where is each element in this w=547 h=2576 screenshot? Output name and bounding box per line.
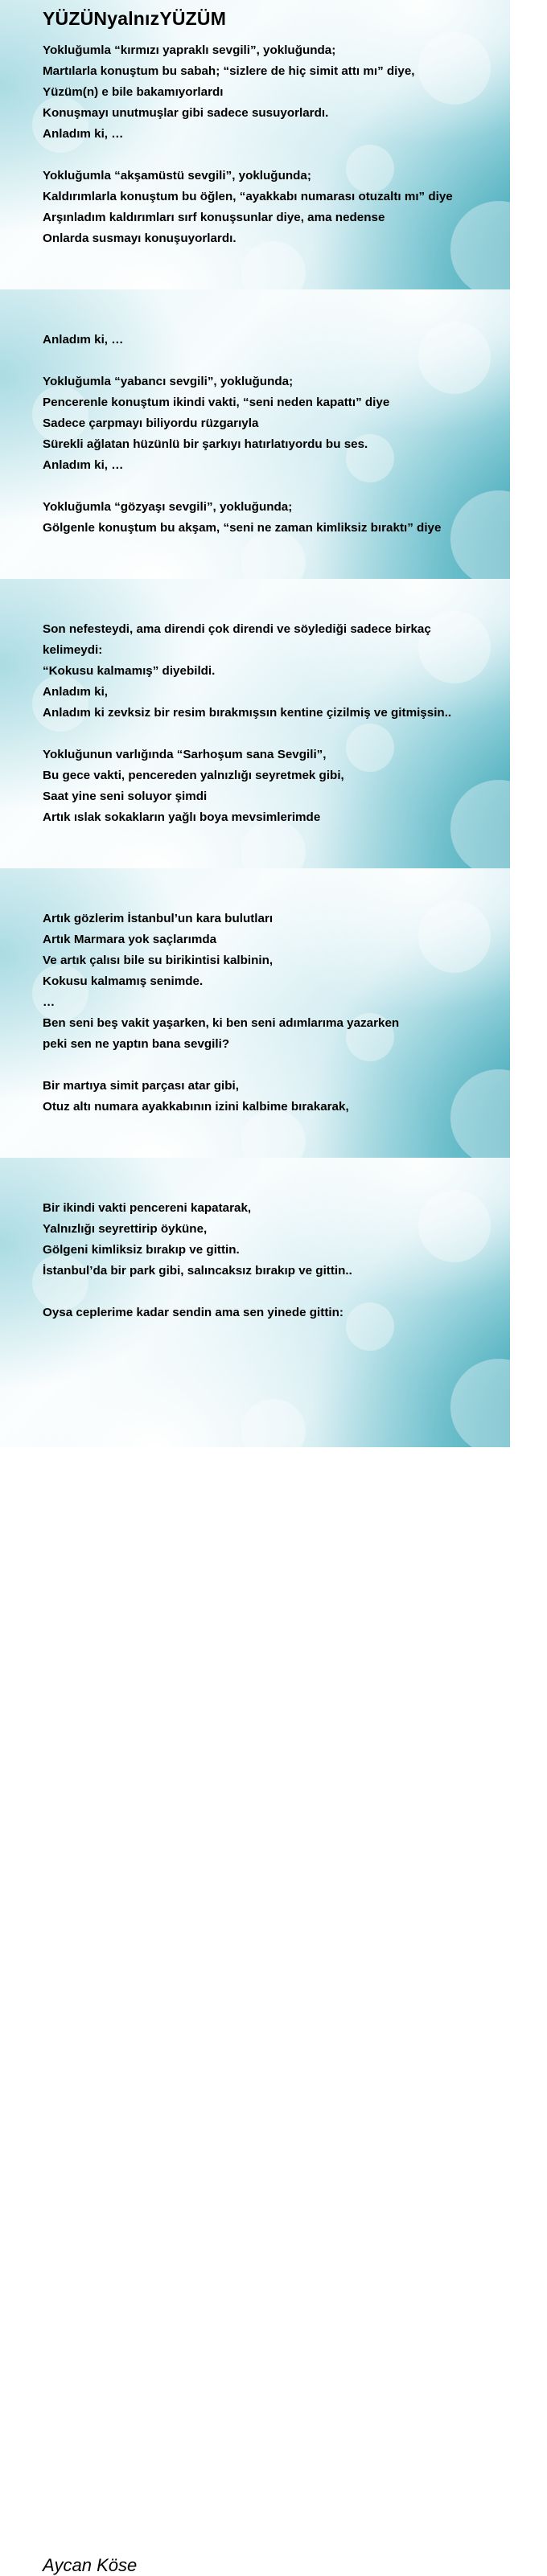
poem-stanza <box>43 909 493 1118</box>
poem-line: Anladım ki, … <box>43 458 124 472</box>
poem-line: Sadece çarpmayı biliyordu rüzgarıyla <box>43 416 259 430</box>
poem-line: Anladım ki, <box>43 685 109 699</box>
poem-stanza <box>43 1198 493 1323</box>
poem-line: Yüzüm(n) e bile bakamıyorlardı <box>43 85 224 99</box>
stanza-gap <box>43 351 493 371</box>
poem-line: Artık ıslak sokakların yağlı boya mevsimlerimde <box>43 810 321 824</box>
poem-line: Anladım ki, … <box>43 127 124 141</box>
poem-line: … <box>43 995 56 1009</box>
poem-line: Bu gece vakti, pencereden yalnızlığı seyretmek gibi, <box>43 769 344 782</box>
poem-line: Yokluğumla “yabancı sevgili”, yokluğunda; <box>43 375 294 388</box>
poem-line: Yokluğumla “akşamüstü sevgili”, yokluğunda; <box>43 169 311 183</box>
poem-line: İstanbul’da bir park gibi, salıncaksız bırakıp ve gittin.. <box>43 1264 352 1278</box>
poem-panel-4 <box>0 868 515 1158</box>
stanza-gap <box>43 476 493 497</box>
poem-line: Gölgenle konuştum bu akşam, “seni ne zaman kimliksiz bıraktı” diye <box>43 521 442 535</box>
poem-line: Son nefesteydi, ama direndi çok direndi ve söylediği sadece birkaç <box>43 622 431 636</box>
poem-line: Onlarda susmayı konuşuyorlardı. <box>43 232 236 245</box>
poem-line: Pencerenle konuştum ikindi vakti, “seni neden kapattı” diye <box>43 396 390 409</box>
poem-line: peki sen ne yaptın bana sevgili? <box>43 1037 230 1051</box>
poem-line: Yokluğumla “gözyaşı sevgili”, yokluğunda; <box>43 500 293 514</box>
poem-line: Kokusu kalmamış senimde. <box>43 974 204 988</box>
poem-panel-3 <box>0 579 515 868</box>
poem-line: Konuşmayı unutmuşlar gibi sadece susuyorlardı. <box>43 106 329 120</box>
poem-panel-1 <box>0 0 515 289</box>
poem-line: Sürekli ağlatan hüzünlü bir şarkıyı hatırlatıyordu bu ses. <box>43 437 368 451</box>
poem-line: Anladım ki, … <box>43 333 124 347</box>
poem-line: Ben seni beş vakit yaşarken, ki ben seni adımlarıma yazarken <box>43 1016 400 1030</box>
bokeh-light <box>241 1399 306 1463</box>
poem-stanza <box>43 40 493 249</box>
poem-line: Anladım ki zevksiz bir resim bırakmışsın kentine çizilmiş ve gitmişsin.. <box>43 706 452 720</box>
poem-line: Yokluğunun varlığında “Sarhoşum sana Sevgili”, <box>43 748 327 761</box>
poem-line: Yalnızlığı seyrettirip öyküne, <box>43 1222 208 1236</box>
poem-line: Martılarla konuştum bu sabah; “sizlere de hiç simit attı mı” diye, <box>43 64 415 78</box>
poem-line: Artık gözlerim İstanbul’un kara bulutları <box>43 912 274 925</box>
poem-line: “Kokusu kalmamış” diyebildi. <box>43 664 216 678</box>
poem-line: Yokluğumla “kırmızı yapraklı sevgili”, yokluğunda; <box>43 43 336 57</box>
poem-title: YÜZÜNyalnızYÜZÜM <box>43 8 227 29</box>
stanza-gap <box>43 145 493 166</box>
author-signature: Aycan Köse <box>43 2555 138 2575</box>
poem-panel-5 <box>0 1158 515 2575</box>
poem-line: Otuz altı numara ayakkabının izini kalbime bırakarak, <box>43 1100 349 1114</box>
poem-line: Oysa ceplerime kadar sendin ama sen yinede gittin: <box>43 1306 343 1319</box>
poem-panel-2 <box>0 289 515 579</box>
bokeh-light <box>450 1359 547 1455</box>
poem-line: Gölgeni kimliksiz bırakıp ve gittin. <box>43 1243 240 1257</box>
poem-line: Saat yine seni soluyor şimdi <box>43 790 208 803</box>
poem-line: Kaldırımlarla konuştum bu öğlen, “ayakkabı numarası otuzaltı mı” diye <box>43 190 453 203</box>
stanza-gap <box>43 1282 493 1302</box>
stanza-gap <box>43 1055 493 1076</box>
poem-line: kelimeydi: <box>43 643 103 657</box>
poem-line: Bir ikindi vakti pencereni kapatarak, <box>43 1201 252 1215</box>
poem-stanza <box>43 330 493 539</box>
stanza-gap <box>43 724 493 744</box>
poem-line: Arşınladım kaldırımları sırf konuşsunlar diye, ama nedense <box>43 211 385 224</box>
poem-line: Artık Marmara yok saçlarımda <box>43 933 217 946</box>
poem-stanza <box>43 619 493 828</box>
poem-line: Bir martıya simit parçası atar gibi, <box>43 1079 239 1093</box>
poem-line: Ve artık çalısı bile su birikintisi kalbinin, <box>43 954 274 967</box>
